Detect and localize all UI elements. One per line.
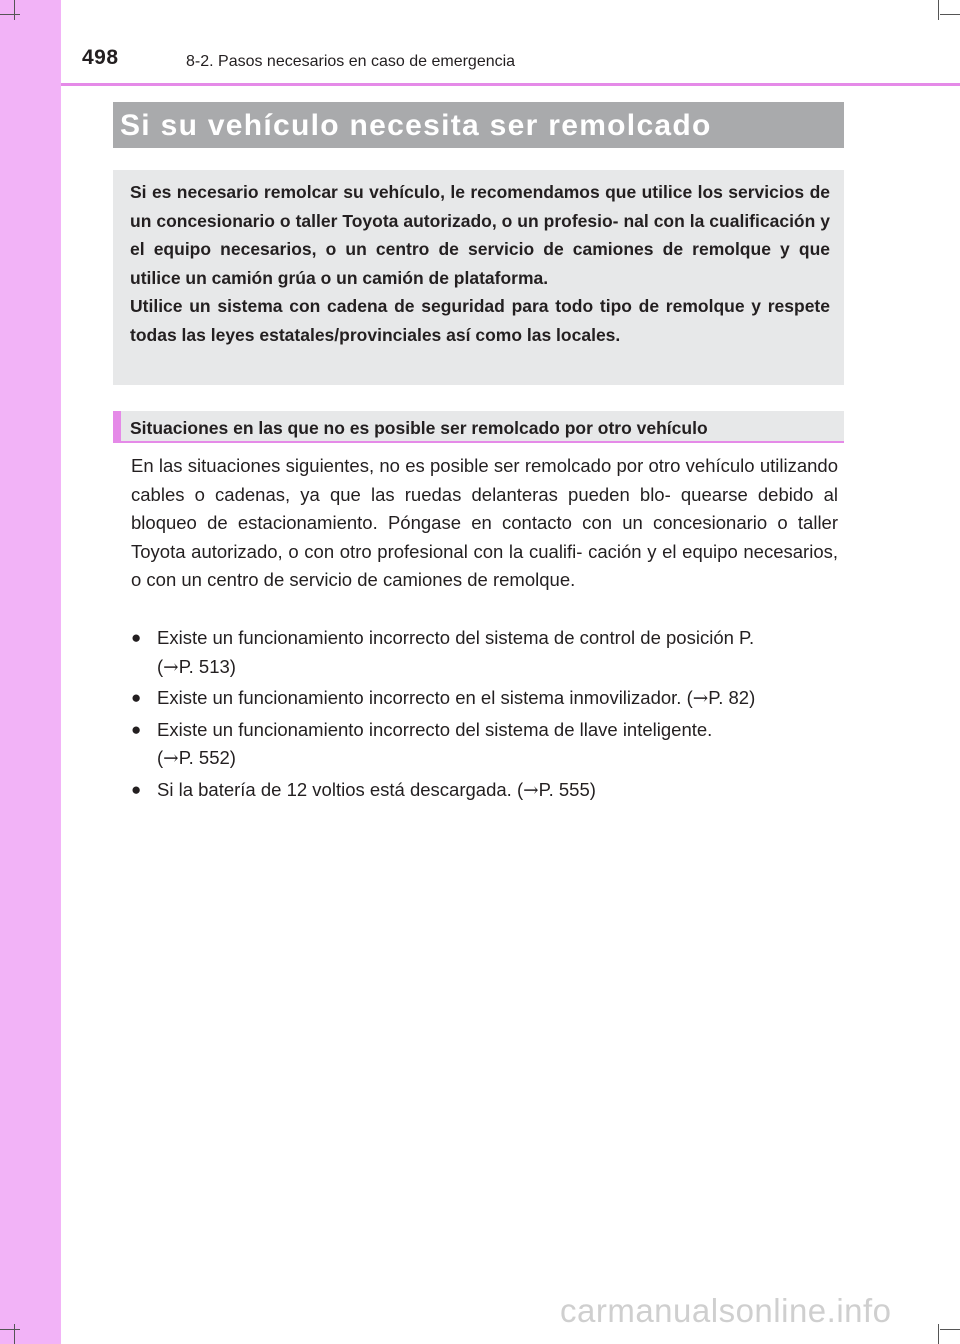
crop-mark	[940, 14, 960, 15]
intro-paragraph: Utilice un sistema con cadena de seguridad para todo tipo de remolque y respete todas las leyes estatales/provinciales así como las locales.	[130, 296, 830, 345]
page-reference-link[interactable]: P. 555	[538, 778, 590, 800]
chapter-title: 8-2. Pasos necesarios en caso de emergencia	[186, 53, 516, 70]
arrow-icon: →	[692, 688, 709, 709]
bullet-icon: ●	[131, 719, 142, 739]
list-item: ● Existe un funcionamiento incorrecto del sistema de control de posición P. (→P. 513)	[131, 624, 841, 682]
list-item-text: Existe un funcionamiento incorrecto del sistema de control de posición P.	[157, 627, 755, 648]
bullet-icon: ●	[131, 779, 142, 799]
list-item: ● Existe un funcionamiento incorrecto del sistema de llave inteligente. (→P. 552)	[131, 716, 841, 774]
crop-mark	[938, 0, 939, 20]
list-item-text: Existe un funcionamiento incorrecto del sistema de llave inteligente.	[157, 718, 713, 740]
crop-mark	[940, 1329, 960, 1330]
arrow-icon: →	[163, 656, 179, 678]
section-title: Si su vehículo necesita ser remolcado	[120, 109, 712, 142]
subsection-body: En las situaciones siguientes, no es posible ser remolcado por otro vehículo utilizando cables o cadenas, ya que las ruedas delanteras pueden blo- quearse debido al bloqueo de estacionamiento. Póngase en contacto con un concesionario o taller Toyota autorizado, o con otro profesional con la cualifi- cación y el equipo necesarios, o con un centro de servicio de camiones de remolque.	[131, 455, 838, 590]
watermark: carmanualsonline.info	[560, 1292, 892, 1329]
list-item-text: Existe un funcionamiento incorrecto en el sistema inmovilizador.	[157, 687, 682, 708]
list-item: ● Existe un funcionamiento incorrecto en el sistema inmovilizador. (→P. 82)	[131, 684, 841, 714]
bullet-icon: ●	[131, 688, 142, 707]
situations-list	[131, 624, 841, 807]
crop-mark	[0, 14, 20, 15]
page-number: 498	[82, 46, 119, 69]
crop-mark	[0, 1329, 20, 1330]
side-tab-strip	[0, 0, 61, 1344]
intro-paragraph: Si es necesario remolcar su vehículo, le recomendamos que utilice los servicios de un concesionario o taller Toyota autorizado, o un profesio- nal con la cualificación y el equipo necesarios, o un centro de servicio de camiones de remolque y que utilice un camión grúa o un camión de plataforma.	[130, 182, 830, 288]
header-divider	[61, 83, 960, 86]
arrow-icon: →	[523, 779, 539, 801]
subsection-title: Situaciones en las que no es posible ser remolcado por otro vehículo	[130, 418, 708, 438]
crop-mark	[14, 1324, 15, 1344]
page-reference-link[interactable]: P. 552	[178, 747, 230, 768]
page-reference-link[interactable]: P. 82	[708, 687, 750, 708]
arrow-icon: →	[163, 748, 179, 769]
subsection-marker	[113, 411, 121, 443]
page-reference-link[interactable]: P. 513	[178, 655, 230, 677]
crop-mark	[938, 1324, 939, 1344]
crop-mark	[14, 0, 15, 20]
list-item: ● Si la batería de 12 voltios está descargada. (→P. 555)	[131, 776, 841, 806]
bullet-icon: ●	[131, 628, 142, 647]
list-item-text: Si la batería de 12 voltios está descargada.	[157, 778, 512, 800]
intro-text	[130, 178, 830, 349]
